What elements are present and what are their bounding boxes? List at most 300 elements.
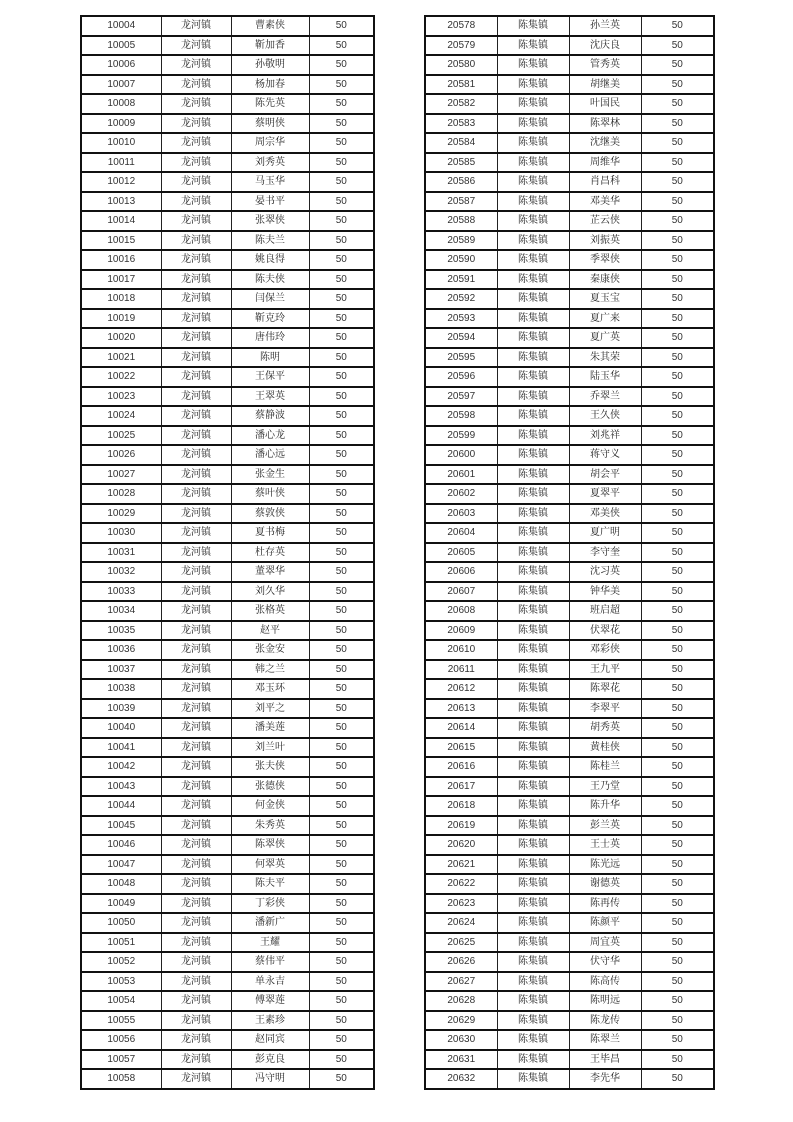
table-row (81, 94, 374, 114)
id-cell: 20590 (425, 250, 497, 270)
amount-cell: 50 (641, 894, 714, 914)
amount-cell: 50 (309, 679, 374, 699)
table-row (425, 523, 714, 543)
amount-cell: 50 (641, 133, 714, 153)
id-cell: 10017 (81, 270, 161, 290)
right-table-body (425, 16, 714, 1089)
name-cell: 夏广明 (569, 523, 641, 543)
amount-cell: 50 (641, 660, 714, 680)
name-cell: 王耀 (231, 933, 309, 953)
id-cell: 20583 (425, 114, 497, 134)
town-cell: 陈集镇 (497, 816, 569, 836)
name-cell: 叶国民 (569, 94, 641, 114)
name-cell: 靳加香 (231, 36, 309, 56)
amount-cell: 50 (309, 796, 374, 816)
table-row (425, 172, 714, 192)
name-cell: 朱其荣 (569, 348, 641, 368)
amount-cell: 50 (641, 816, 714, 836)
id-cell: 20579 (425, 36, 497, 56)
amount-cell: 50 (309, 445, 374, 465)
id-cell: 20620 (425, 835, 497, 855)
town-cell: 陈集镇 (497, 55, 569, 75)
town-cell: 龙河镇 (161, 465, 231, 485)
amount-cell: 50 (309, 172, 374, 192)
table-row (81, 504, 374, 524)
id-cell: 10012 (81, 172, 161, 192)
table-row (425, 231, 714, 251)
town-cell: 龙河镇 (161, 426, 231, 446)
town-cell: 陈集镇 (497, 523, 569, 543)
id-cell: 20587 (425, 192, 497, 212)
table-row (425, 445, 714, 465)
table-row (425, 16, 714, 36)
table-row (425, 465, 714, 485)
town-cell: 陈集镇 (497, 757, 569, 777)
name-cell: 季翠侠 (569, 250, 641, 270)
amount-cell: 50 (641, 211, 714, 231)
name-cell: 陈龙传 (569, 1011, 641, 1031)
name-cell: 刘秀英 (231, 153, 309, 173)
town-cell: 龙河镇 (161, 640, 231, 660)
table-row (425, 699, 714, 719)
table-row (425, 211, 714, 231)
amount-cell: 50 (309, 406, 374, 426)
name-cell: 王素珍 (231, 1011, 309, 1031)
town-cell: 龙河镇 (161, 757, 231, 777)
amount-cell: 50 (641, 796, 714, 816)
town-cell: 陈集镇 (497, 601, 569, 621)
id-cell: 10044 (81, 796, 161, 816)
id-cell: 20585 (425, 153, 497, 173)
name-cell: 马玉华 (231, 172, 309, 192)
table-row (425, 1050, 714, 1070)
id-cell: 20592 (425, 289, 497, 309)
amount-cell: 50 (641, 406, 714, 426)
name-cell: 闫保兰 (231, 289, 309, 309)
town-cell: 陈集镇 (497, 699, 569, 719)
id-cell: 20629 (425, 1011, 497, 1031)
amount-cell: 50 (641, 738, 714, 758)
table-row (425, 757, 714, 777)
amount-cell: 50 (309, 192, 374, 212)
town-cell: 龙河镇 (161, 1030, 231, 1050)
town-cell: 陈集镇 (497, 679, 569, 699)
table-row (81, 192, 374, 212)
town-cell: 陈集镇 (497, 777, 569, 797)
id-cell: 10022 (81, 367, 161, 387)
table-row (81, 582, 374, 602)
name-cell: 肖昌科 (569, 172, 641, 192)
table-row (81, 699, 374, 719)
id-cell: 20621 (425, 855, 497, 875)
amount-cell: 50 (641, 231, 714, 251)
id-cell: 10016 (81, 250, 161, 270)
id-cell: 10053 (81, 972, 161, 992)
name-cell: 夏书梅 (231, 523, 309, 543)
table-row (81, 270, 374, 290)
id-cell: 20632 (425, 1069, 497, 1089)
town-cell: 陈集镇 (497, 133, 569, 153)
amount-cell: 50 (641, 192, 714, 212)
name-cell: 黄桂侠 (569, 738, 641, 758)
name-cell: 邓美侠 (569, 504, 641, 524)
town-cell: 龙河镇 (161, 660, 231, 680)
amount-cell: 50 (309, 367, 374, 387)
name-cell: 韩之兰 (231, 660, 309, 680)
amount-cell: 50 (309, 348, 374, 368)
amount-cell: 50 (641, 855, 714, 875)
id-cell: 10041 (81, 738, 161, 758)
id-cell: 20622 (425, 874, 497, 894)
id-cell: 20611 (425, 660, 497, 680)
table-row (425, 913, 714, 933)
town-cell: 龙河镇 (161, 211, 231, 231)
town-cell: 龙河镇 (161, 699, 231, 719)
table-row (425, 75, 714, 95)
id-cell: 20631 (425, 1050, 497, 1070)
name-cell: 胡秀英 (569, 718, 641, 738)
amount-cell: 50 (641, 465, 714, 485)
amount-cell: 50 (641, 640, 714, 660)
table-row (425, 738, 714, 758)
name-cell: 张夫侠 (231, 757, 309, 777)
table-row (425, 855, 714, 875)
amount-cell: 50 (309, 991, 374, 1011)
town-cell: 龙河镇 (161, 114, 231, 134)
table-row (425, 894, 714, 914)
left-table (80, 15, 375, 1090)
town-cell: 龙河镇 (161, 562, 231, 582)
table-row (81, 855, 374, 875)
name-cell: 董翠华 (231, 562, 309, 582)
name-cell: 伏守华 (569, 952, 641, 972)
town-cell: 陈集镇 (497, 1011, 569, 1031)
name-cell: 陈明 (231, 348, 309, 368)
amount-cell: 50 (641, 426, 714, 446)
amount-cell: 50 (309, 211, 374, 231)
table-row (81, 738, 374, 758)
name-cell: 李先华 (569, 1069, 641, 1089)
table-row (425, 153, 714, 173)
town-cell: 陈集镇 (497, 582, 569, 602)
id-cell: 20600 (425, 445, 497, 465)
table-row (425, 562, 714, 582)
town-cell: 龙河镇 (161, 874, 231, 894)
name-cell: 单永吉 (231, 972, 309, 992)
town-cell: 陈集镇 (497, 211, 569, 231)
town-cell: 龙河镇 (161, 679, 231, 699)
town-cell: 陈集镇 (497, 1069, 569, 1089)
id-cell: 20580 (425, 55, 497, 75)
amount-cell: 50 (309, 270, 374, 290)
table-row (425, 387, 714, 407)
id-cell: 20581 (425, 75, 497, 95)
name-cell: 夏翠平 (569, 484, 641, 504)
amount-cell: 50 (309, 55, 374, 75)
id-cell: 10055 (81, 1011, 161, 1031)
name-cell: 王翠英 (231, 387, 309, 407)
town-cell: 龙河镇 (161, 348, 231, 368)
id-cell: 20602 (425, 484, 497, 504)
id-cell: 10009 (81, 114, 161, 134)
amount-cell: 50 (641, 36, 714, 56)
id-cell: 10006 (81, 55, 161, 75)
table-row (425, 679, 714, 699)
name-cell: 刘平之 (231, 699, 309, 719)
amount-cell: 50 (309, 640, 374, 660)
name-cell: 陈再传 (569, 894, 641, 914)
amount-cell: 50 (641, 777, 714, 797)
table-row (425, 270, 714, 290)
id-cell: 10038 (81, 679, 161, 699)
town-cell: 龙河镇 (161, 406, 231, 426)
amount-cell: 50 (641, 94, 714, 114)
name-cell: 谢德英 (569, 874, 641, 894)
table-row (81, 231, 374, 251)
town-cell: 陈集镇 (497, 36, 569, 56)
id-cell: 20613 (425, 699, 497, 719)
id-cell: 10005 (81, 36, 161, 56)
name-cell: 蔡叶侠 (231, 484, 309, 504)
amount-cell: 50 (641, 933, 714, 953)
town-cell: 龙河镇 (161, 504, 231, 524)
table-row (425, 835, 714, 855)
table-row (81, 816, 374, 836)
town-cell: 龙河镇 (161, 796, 231, 816)
id-cell: 10020 (81, 328, 161, 348)
table-row (425, 972, 714, 992)
id-cell: 20593 (425, 309, 497, 329)
id-cell: 20598 (425, 406, 497, 426)
amount-cell: 50 (641, 309, 714, 329)
table-row (81, 933, 374, 953)
amount-cell: 50 (641, 16, 714, 36)
amount-cell: 50 (641, 172, 714, 192)
table-row (81, 757, 374, 777)
town-cell: 龙河镇 (161, 172, 231, 192)
town-cell: 龙河镇 (161, 835, 231, 855)
id-cell: 20625 (425, 933, 497, 953)
table-row (81, 874, 374, 894)
id-cell: 20610 (425, 640, 497, 660)
name-cell: 张金安 (231, 640, 309, 660)
town-cell: 龙河镇 (161, 1069, 231, 1089)
name-cell: 刘兰叶 (231, 738, 309, 758)
town-cell: 龙河镇 (161, 601, 231, 621)
table-row (81, 952, 374, 972)
id-cell: 20614 (425, 718, 497, 738)
amount-cell: 50 (309, 465, 374, 485)
table-row (425, 1069, 714, 1089)
amount-cell: 50 (309, 699, 374, 719)
name-cell: 王九平 (569, 660, 641, 680)
table-row (81, 153, 374, 173)
amount-cell: 50 (641, 270, 714, 290)
table-row (81, 796, 374, 816)
table-row (81, 835, 374, 855)
amount-cell: 50 (309, 952, 374, 972)
town-cell: 陈集镇 (497, 855, 569, 875)
town-cell: 龙河镇 (161, 328, 231, 348)
name-cell: 何翠英 (231, 855, 309, 875)
table-row (81, 1030, 374, 1050)
town-cell: 龙河镇 (161, 582, 231, 602)
id-cell: 10031 (81, 543, 161, 563)
id-cell: 10014 (81, 211, 161, 231)
table-row (425, 777, 714, 797)
id-cell: 10047 (81, 855, 161, 875)
town-cell: 龙河镇 (161, 972, 231, 992)
id-cell: 10019 (81, 309, 161, 329)
table-row (425, 991, 714, 1011)
table-row (425, 309, 714, 329)
amount-cell: 50 (309, 484, 374, 504)
town-cell: 龙河镇 (161, 55, 231, 75)
name-cell: 蔡静波 (231, 406, 309, 426)
table-row (425, 543, 714, 563)
town-cell: 龙河镇 (161, 231, 231, 251)
table-row (81, 621, 374, 641)
name-cell: 夏广来 (569, 309, 641, 329)
name-cell: 李翠平 (569, 699, 641, 719)
amount-cell: 50 (309, 16, 374, 36)
town-cell: 陈集镇 (497, 1050, 569, 1070)
amount-cell: 50 (641, 874, 714, 894)
id-cell: 10010 (81, 133, 161, 153)
amount-cell: 50 (641, 250, 714, 270)
name-cell: 靳克玲 (231, 309, 309, 329)
id-cell: 10033 (81, 582, 161, 602)
table-row (81, 777, 374, 797)
name-cell: 陈光远 (569, 855, 641, 875)
table-row (425, 1030, 714, 1050)
table-row (81, 660, 374, 680)
id-cell: 10057 (81, 1050, 161, 1070)
town-cell: 龙河镇 (161, 192, 231, 212)
town-cell: 龙河镇 (161, 621, 231, 641)
table-row (81, 211, 374, 231)
amount-cell: 50 (641, 621, 714, 641)
id-cell: 20619 (425, 816, 497, 836)
table-row (425, 328, 714, 348)
table-row (425, 36, 714, 56)
table-row (81, 16, 374, 36)
table-row (81, 1069, 374, 1089)
amount-cell: 50 (309, 738, 374, 758)
id-cell: 20617 (425, 777, 497, 797)
town-cell: 陈集镇 (497, 660, 569, 680)
id-cell: 20591 (425, 270, 497, 290)
id-cell: 20589 (425, 231, 497, 251)
amount-cell: 50 (309, 562, 374, 582)
table-row (425, 1011, 714, 1031)
amount-cell: 50 (641, 991, 714, 1011)
id-cell: 10045 (81, 816, 161, 836)
table-row (81, 894, 374, 914)
table-row (425, 484, 714, 504)
name-cell: 赵平 (231, 621, 309, 641)
id-cell: 20584 (425, 133, 497, 153)
name-cell: 张金生 (231, 465, 309, 485)
table-row (425, 114, 714, 134)
town-cell: 陈集镇 (497, 94, 569, 114)
amount-cell: 50 (309, 114, 374, 134)
amount-cell: 50 (641, 757, 714, 777)
id-cell: 10021 (81, 348, 161, 368)
id-cell: 20603 (425, 504, 497, 524)
amount-cell: 50 (641, 328, 714, 348)
town-cell: 龙河镇 (161, 16, 231, 36)
name-cell: 晏书平 (231, 192, 309, 212)
town-cell: 陈集镇 (497, 504, 569, 524)
table-row (425, 796, 714, 816)
id-cell: 20578 (425, 16, 497, 36)
name-cell: 蔡明侠 (231, 114, 309, 134)
amount-cell: 50 (641, 582, 714, 602)
amount-cell: 50 (309, 582, 374, 602)
table-row (81, 562, 374, 582)
name-cell: 伏翠花 (569, 621, 641, 641)
id-cell: 20586 (425, 172, 497, 192)
amount-cell: 50 (309, 504, 374, 524)
amount-cell: 50 (641, 55, 714, 75)
amount-cell: 50 (641, 114, 714, 134)
amount-cell: 50 (309, 835, 374, 855)
name-cell: 钟华美 (569, 582, 641, 602)
name-cell: 夏玉宝 (569, 289, 641, 309)
id-cell: 10046 (81, 835, 161, 855)
town-cell: 龙河镇 (161, 484, 231, 504)
name-cell: 朱秀英 (231, 816, 309, 836)
name-cell: 杜存英 (231, 543, 309, 563)
table-row (81, 1011, 374, 1031)
amount-cell: 50 (309, 894, 374, 914)
town-cell: 龙河镇 (161, 952, 231, 972)
town-cell: 陈集镇 (497, 718, 569, 738)
amount-cell: 50 (641, 484, 714, 504)
name-cell: 班启超 (569, 601, 641, 621)
table-row (81, 289, 374, 309)
town-cell: 陈集镇 (497, 1030, 569, 1050)
id-cell: 10034 (81, 601, 161, 621)
table-row (425, 660, 714, 680)
id-cell: 20624 (425, 913, 497, 933)
name-cell: 陈翠林 (569, 114, 641, 134)
name-cell: 刘兆祥 (569, 426, 641, 446)
town-cell: 龙河镇 (161, 153, 231, 173)
amount-cell: 50 (309, 816, 374, 836)
name-cell: 刘久华 (231, 582, 309, 602)
town-cell: 龙河镇 (161, 309, 231, 329)
name-cell: 陈桂兰 (569, 757, 641, 777)
id-cell: 20616 (425, 757, 497, 777)
name-cell: 蔡敦侠 (231, 504, 309, 524)
amount-cell: 50 (641, 1069, 714, 1089)
amount-cell: 50 (641, 679, 714, 699)
name-cell: 孙兰英 (569, 16, 641, 36)
id-cell: 20606 (425, 562, 497, 582)
id-cell: 10040 (81, 718, 161, 738)
id-cell: 20607 (425, 582, 497, 602)
id-cell: 10032 (81, 562, 161, 582)
amount-cell: 50 (641, 523, 714, 543)
left-table-body (81, 16, 374, 1089)
table-row (81, 913, 374, 933)
id-cell: 10018 (81, 289, 161, 309)
name-cell: 陆玉华 (569, 367, 641, 387)
town-cell: 龙河镇 (161, 133, 231, 153)
amount-cell: 50 (309, 231, 374, 251)
